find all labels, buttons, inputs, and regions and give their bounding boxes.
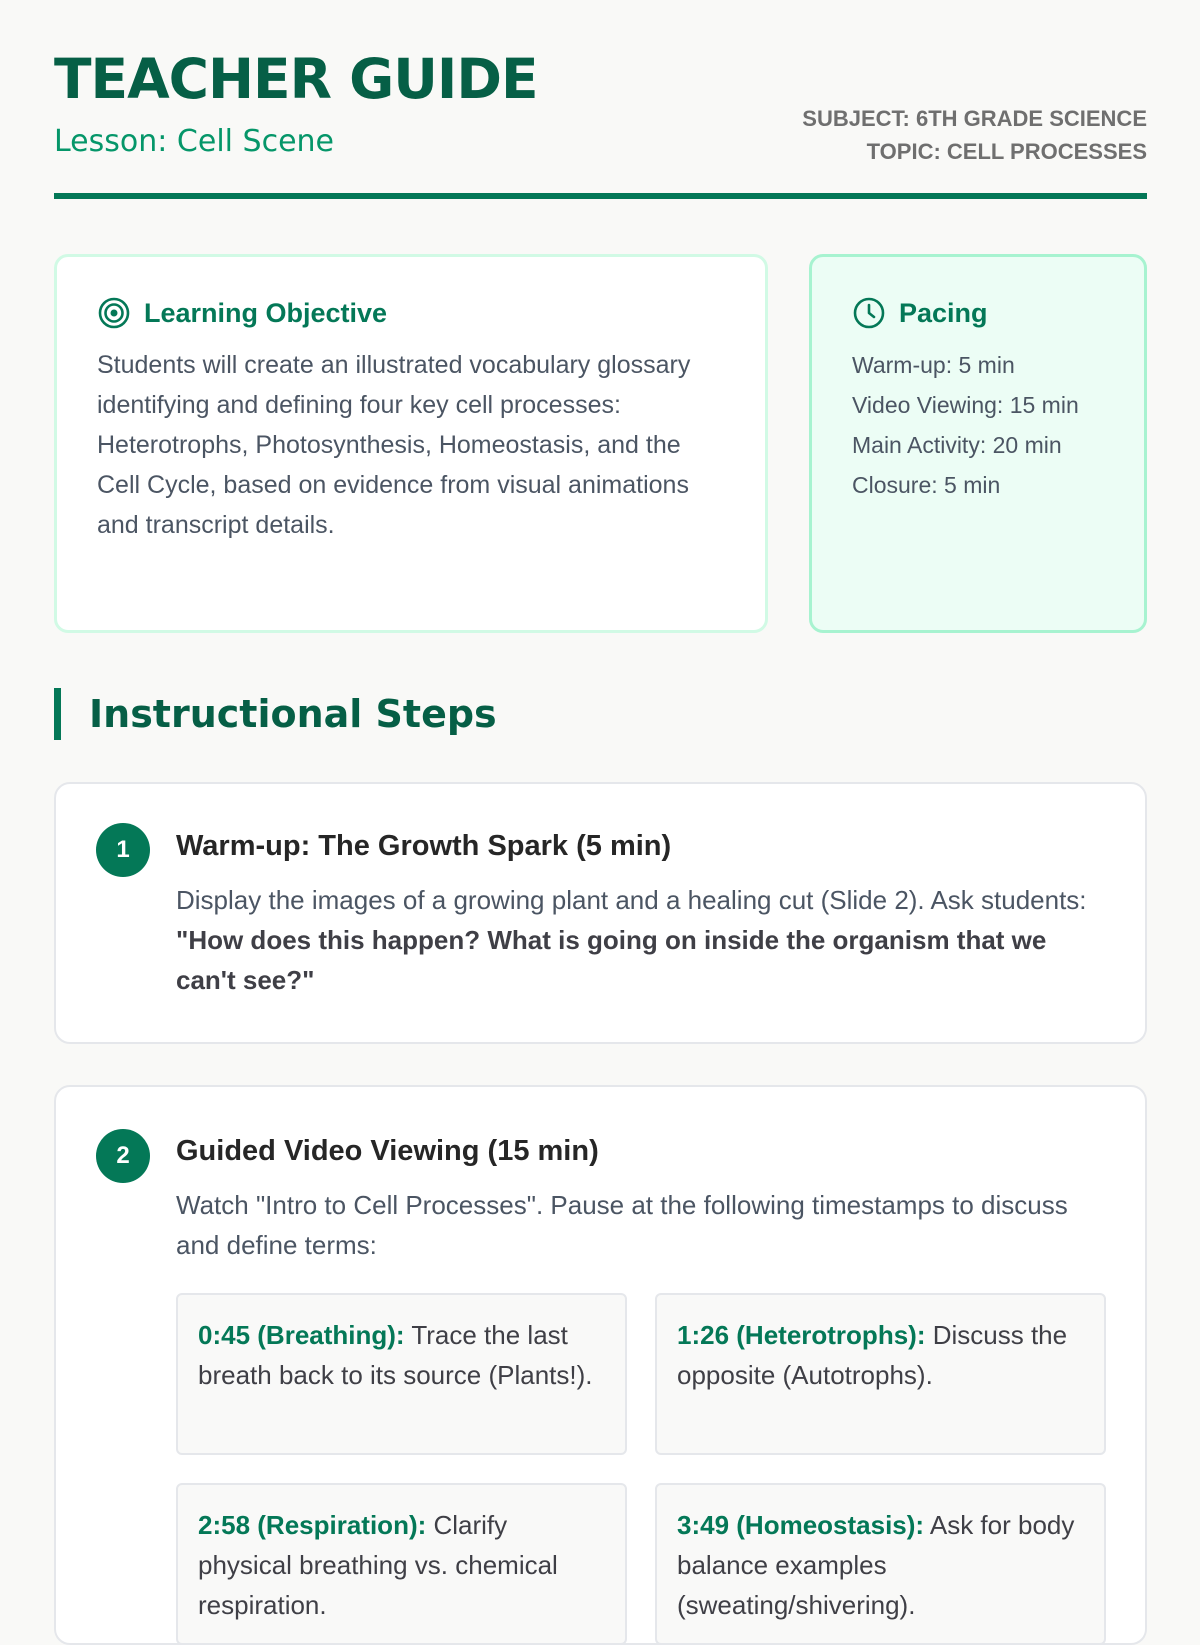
timestamp-card	[655, 1483, 1106, 1645]
objective-header	[97, 295, 725, 331]
timestamp-label: 3:49 (Homeostasis):	[677, 1510, 925, 1540]
timestamp-label: 1:26 (Heterotrophs):	[677, 1320, 926, 1350]
step-number-badge: 1	[96, 823, 150, 877]
topic-label: TOPIC: CELL PROCESSES	[866, 139, 1147, 164]
timestamp-grid	[176, 1293, 1105, 1645]
step-card-warmup	[54, 782, 1147, 1044]
lesson-meta	[802, 102, 1147, 168]
timestamp-card	[176, 1293, 627, 1455]
step-body	[176, 1131, 1105, 1645]
timestamp-card	[655, 1293, 1106, 1455]
target-icon	[97, 296, 131, 330]
teacher-guide-page	[54, 0, 1147, 1620]
pacing-list	[852, 345, 1104, 505]
pacing-item-video: Video Viewing: 15 min	[852, 392, 1079, 418]
step-card-video	[54, 1085, 1147, 1645]
step-quote: "How does this happen? What is going on inside the organism that we can't see?"	[176, 925, 1047, 995]
timestamp-card	[176, 1483, 627, 1645]
header-divider	[54, 193, 1147, 199]
timestamp-note: Discuss the opposite (Autotrophs).	[677, 1320, 1068, 1390]
page-header	[54, 0, 1147, 200]
clock-icon	[852, 296, 886, 330]
step-title: Guided Video Viewing (15 min)	[176, 1135, 599, 1167]
pacing-item-closure: Closure: 5 min	[852, 472, 1001, 498]
pacing-item-warmup: Warm-up: 5 min	[852, 352, 1015, 378]
step-number-badge: 2	[96, 1129, 150, 1183]
pacing-card	[809, 254, 1147, 633]
step-instruction: Display the images of a growing plant and a healing cut (Slide 2). Ask students:	[176, 885, 1087, 915]
lesson-title: Lesson: Cell Scene	[54, 124, 334, 159]
learning-objective-card	[54, 254, 768, 633]
timestamp-note: Clarify physical breathing vs. chemical respiration.	[198, 1510, 558, 1620]
step-description	[176, 880, 1105, 1000]
page-title: TEACHER GUIDE	[54, 47, 538, 111]
timestamp-note: Trace the last breath back to its source (Plants!).	[198, 1320, 593, 1390]
timestamp-label: 2:58 (Respiration):	[198, 1510, 427, 1540]
step-description: Watch "Intro to Cell Processes". Pause at the following timestamps to discuss and define terms:	[176, 1190, 1068, 1260]
subject-label: SUBJECT: 6TH GRADE SCIENCE	[802, 106, 1147, 131]
pacing-heading: Pacing	[899, 297, 988, 328]
pacing-header	[852, 295, 1104, 331]
section-title: Instructional Steps	[89, 692, 497, 736]
step-body	[176, 826, 1105, 1000]
step-title: Warm-up: The Growth Spark (5 min)	[176, 830, 672, 862]
objective-heading: Learning Objective	[144, 297, 388, 328]
instructional-steps-heading	[54, 688, 497, 740]
objective-text: Students will create an illustrated vocabulary glossary identifying and defining four key cell processes: Heterotrophs, Photosynthesis, Homeostasis, and the Cell Cycle, based on evidence from visual animations and transcript details.	[97, 351, 691, 539]
timestamp-label: 0:45 (Breathing):	[198, 1320, 405, 1350]
timestamp-note: Ask for body balance examples (sweating/shivering).	[677, 1510, 1075, 1620]
pacing-item-activity: Main Activity: 20 min	[852, 432, 1062, 458]
